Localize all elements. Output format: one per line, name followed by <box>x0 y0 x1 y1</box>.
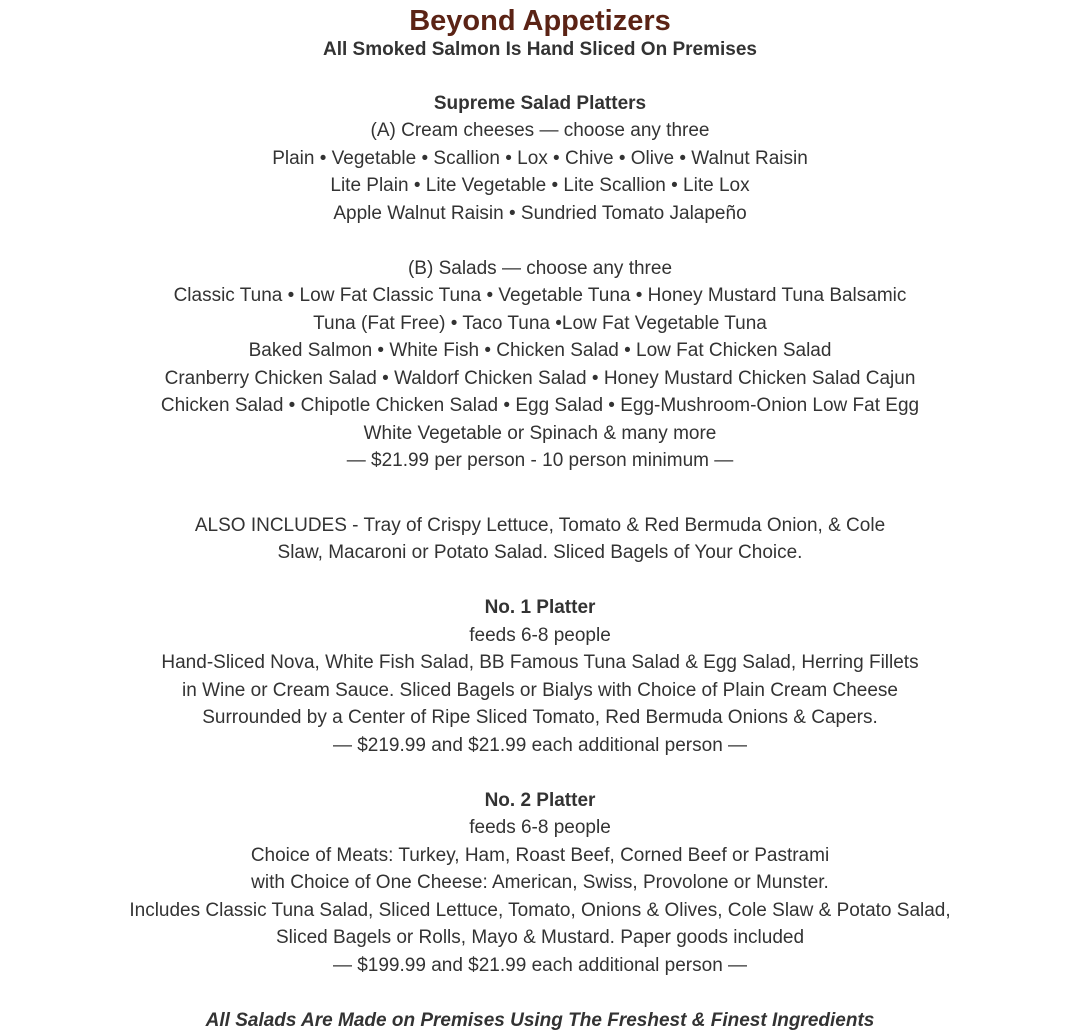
spacer <box>0 62 1080 90</box>
platter-1-description: Hand-Sliced Nova, White Fish Salad, BB Famous Tuna Salad & Egg Salad, Herring Fillets in Wine or Cream Sauce. Sliced Bagels or Bialys with Choice of Plain Cream Cheese Surrounded by a Center of Ripe Sliced Tomato, Red Bermuda Onions & Capers. <box>160 649 920 732</box>
page-subtitle: All Smoked Salmon Is Hand Sliced On Premises <box>0 38 1080 62</box>
platter-2-line-4: Sliced Bagels or Rolls, Mayo & Mustard. Paper goods included <box>160 924 920 952</box>
cream-cheese-list-2: Lite Plain • Lite Vegetable • Lite Scallion • Lite Lox <box>160 172 920 200</box>
platter-1-price: — $219.99 and $21.99 each additional person — <box>160 732 920 760</box>
spacer <box>0 979 1080 1007</box>
also-includes-text: ALSO INCLUDES - Tray of Crispy Lettuce, Tomato & Red Bermuda Onion, & Cole Slaw, Macaroni or Potato Salad. Sliced Bagels of Your Choice. <box>190 512 890 567</box>
salads-list-2: Baked Salmon • White Fish • Chicken Salad • Low Fat Chicken Salad <box>160 337 920 365</box>
supreme-heading: Supreme Salad Platters <box>160 90 920 118</box>
spacer <box>0 567 1080 595</box>
footer-note: All Salads Are Made on Premises Using The Freshest & Finest Ingredients <box>0 1007 1080 1034</box>
spacer <box>160 227 920 255</box>
cream-cheese-heading: (A) Cream cheeses — choose any three <box>160 117 920 145</box>
platter-2-line-2: with Choice of One Cheese: American, Swiss, Provolone or Munster. <box>160 869 920 897</box>
cream-cheese-list-1: Plain • Vegetable • Scallion • Lox • Chive • Olive • Walnut Raisin <box>160 145 920 173</box>
salads-list-1: Classic Tuna • Low Fat Classic Tuna • Vegetable Tuna • Honey Mustard Tuna Balsamic Tuna (Fat Free) • Taco Tuna •Low Fat Vegetable Tuna <box>160 282 920 337</box>
platter-2-feeds: feeds 6-8 people <box>160 814 920 842</box>
salads-list-3: Cranberry Chicken Salad • Waldorf Chicken Salad • Honey Mustard Chicken Salad Cajun Chicken Salad • Chipotle Chicken Salad • Egg Salad • Egg-Mushroom-Onion Low Fat Egg White Vegetable or Spinach & many more <box>160 365 920 448</box>
spacer <box>0 759 1080 787</box>
platter-2-line-3: Includes Classic Tuna Salad, Sliced Lettuce, Tomato, Onions & Olives, Cole Slaw & Potato Salad, <box>120 897 960 925</box>
platter-1-feeds: feeds 6-8 people <box>160 622 920 650</box>
platter-1-heading: No. 1 Platter <box>160 594 920 622</box>
platter-2-heading: No. 2 Platter <box>160 787 920 815</box>
platter-1-section <box>160 594 920 759</box>
also-includes-section <box>190 512 890 567</box>
cream-cheese-list-3: Apple Walnut Raisin • Sundried Tomato Jalapeño <box>160 200 920 228</box>
salads-heading: (B) Salads — choose any three <box>160 255 920 283</box>
page-title: Beyond Appetizers <box>0 0 1080 38</box>
platter-2-line-1: Choice of Meats: Turkey, Ham, Roast Beef, Corned Beef or Pastrami <box>160 842 920 870</box>
platter-2-price: — $199.99 and $21.99 each additional person — <box>160 952 920 980</box>
supreme-price: — $21.99 per person - 10 person minimum — <box>160 447 920 475</box>
supreme-salad-section <box>160 90 920 475</box>
spacer <box>0 475 1080 512</box>
platter-2-section <box>160 787 920 980</box>
